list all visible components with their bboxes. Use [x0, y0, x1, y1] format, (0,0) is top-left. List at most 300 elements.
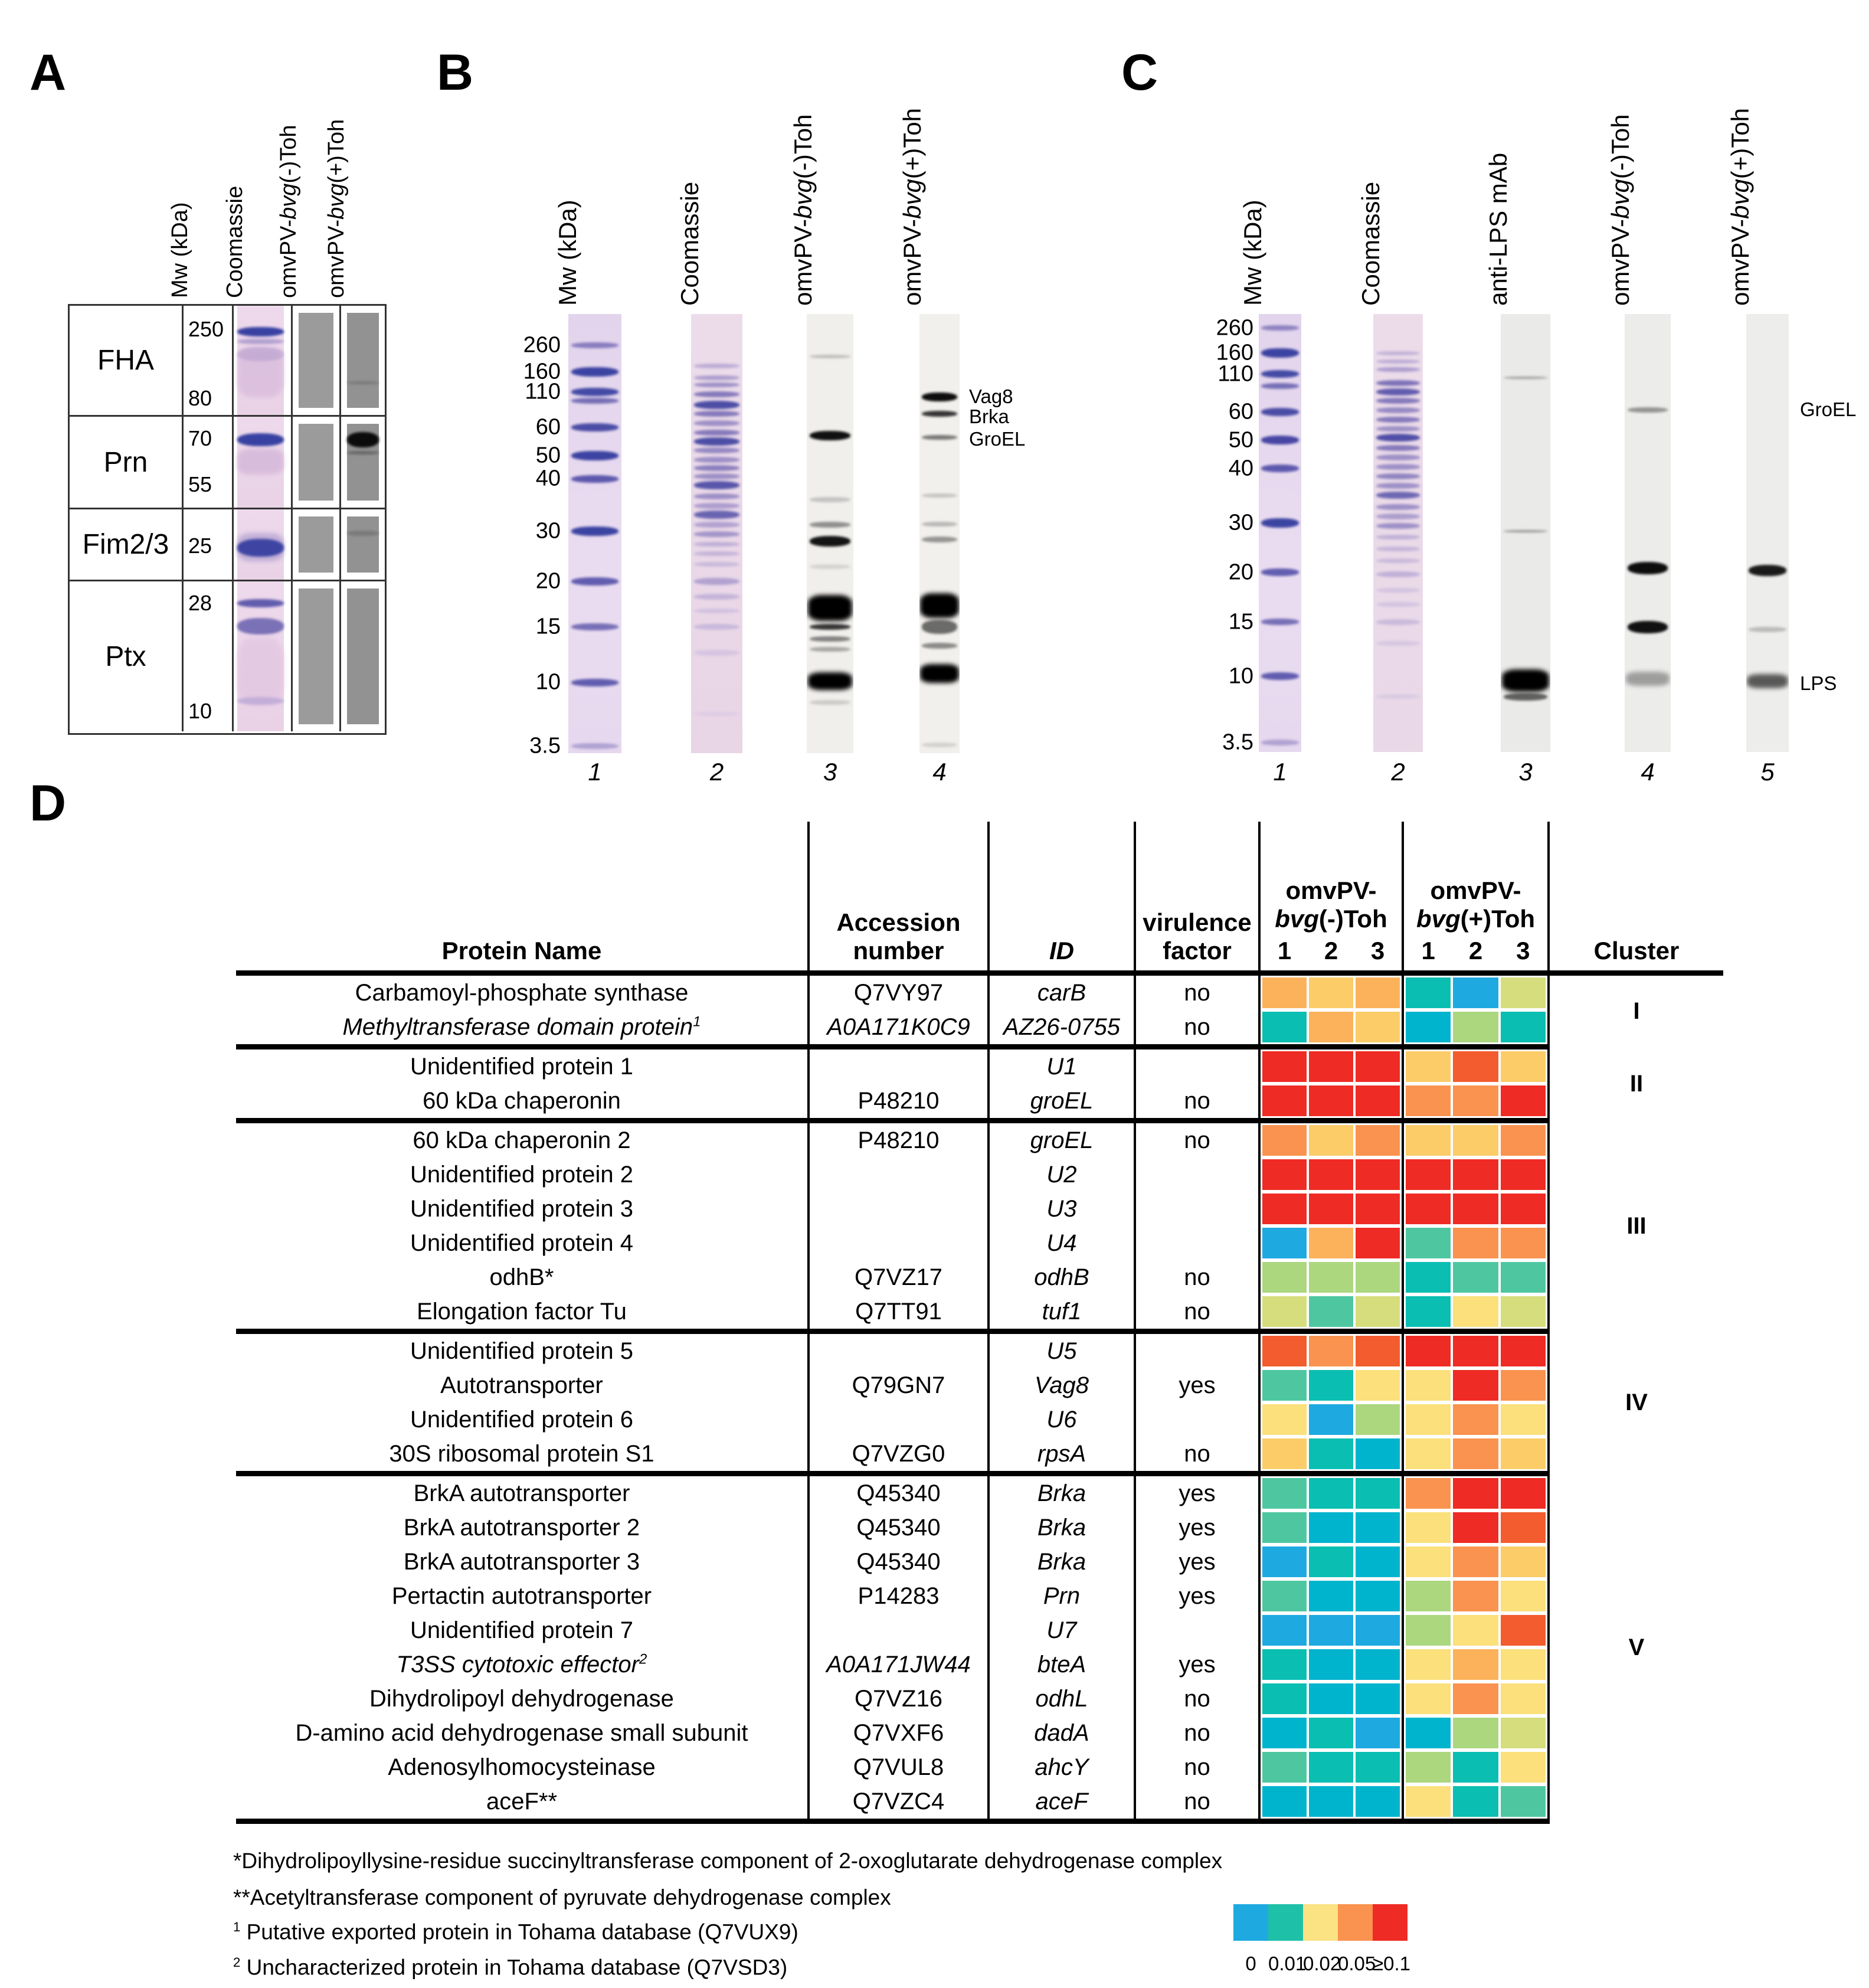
gel-band — [1502, 669, 1550, 692]
table-header-row — [236, 822, 1723, 973]
heatmap-cell — [1406, 1752, 1451, 1783]
heatmap-cell — [1309, 1012, 1353, 1042]
heatmap-group — [1403, 1294, 1549, 1332]
gel-band — [571, 451, 618, 460]
heatmap-cell — [1406, 1336, 1451, 1366]
heatmap-row — [1261, 1260, 1402, 1294]
heatmap-row — [1404, 1784, 1547, 1819]
heatmap-cell — [1309, 1752, 1353, 1783]
protein-name-cell: BrkA autotransporter — [413, 1480, 630, 1506]
virulence-cell: no — [1135, 1716, 1259, 1750]
gel-band — [1376, 523, 1420, 529]
gel-band — [1376, 445, 1420, 451]
gel-band — [571, 423, 618, 431]
heatmap-cell — [1356, 1228, 1400, 1258]
gel-band — [1376, 473, 1420, 479]
table-footnote — [233, 1849, 1222, 1873]
accession-cell: Q7VZ17 — [809, 1260, 988, 1294]
accession-cell: A0A171JW44 — [809, 1647, 988, 1682]
table-row — [236, 1750, 1723, 1784]
protein-name-cell: Unidentified protein 1 — [410, 1053, 634, 1080]
heatmap-group — [1259, 1120, 1403, 1158]
virulence-cell: yes — [1135, 1579, 1259, 1613]
heatmap-cell — [1501, 1718, 1546, 1748]
table-row — [236, 1473, 1723, 1510]
heatmap-cell — [1501, 1370, 1546, 1401]
accession-cell: Q7VUL8 — [809, 1750, 988, 1784]
band-annotation: Brka — [969, 406, 1009, 427]
gene-id-cell: odhB — [988, 1260, 1135, 1294]
heatmap-cell — [1406, 1581, 1451, 1611]
heatmap-group — [1259, 1613, 1403, 1647]
id-header: ID — [988, 822, 1135, 973]
legend-label: 0.02 — [1303, 1953, 1341, 1974]
gel-band — [1376, 388, 1420, 395]
protein-name-cell: Autotransporter — [440, 1372, 603, 1398]
mw-label: 50 — [535, 443, 561, 468]
lane-header — [222, 186, 247, 298]
heatmap-group — [1259, 1260, 1403, 1294]
heatmap-row — [1261, 1123, 1402, 1158]
heatmap-cell — [1501, 1159, 1546, 1190]
gel-band — [237, 449, 284, 475]
lane-header — [168, 202, 192, 298]
band-annotation: LPS — [1800, 672, 1837, 694]
panel-b-label: B — [437, 44, 474, 101]
heatmap-group — [1403, 1158, 1549, 1192]
antigen-row-label: Ptx — [105, 640, 146, 672]
heatmap-row — [1261, 1294, 1402, 1329]
blot-bvg-plus-cell — [339, 581, 385, 731]
lane-header — [1239, 200, 1266, 306]
accession-cell: Q7VY97 — [809, 973, 988, 1010]
mw-label: 260 — [1216, 315, 1253, 341]
heatmap-cell — [1453, 1262, 1498, 1293]
mw-label: 15 — [1228, 609, 1253, 635]
accession-cell: Q45340 — [809, 1510, 988, 1545]
heatmap-group — [1259, 1545, 1403, 1579]
accession-cell: Q79GN7 — [809, 1368, 988, 1402]
heatmap-group — [1259, 1579, 1403, 1613]
gel-lane-3 — [1501, 314, 1550, 752]
label-text: omvPV- — [1285, 876, 1377, 904]
gel-band — [810, 355, 851, 358]
heatmap-cell — [1262, 1336, 1307, 1366]
heatmap-cell — [1309, 1786, 1353, 1817]
lane-header — [790, 115, 817, 306]
blot-bvg-plus-strip — [347, 313, 379, 408]
heatmap-cell — [1356, 1581, 1400, 1611]
virulence-cell: no — [1135, 1437, 1259, 1474]
label-text — [1404, 877, 1547, 905]
heatmap-row — [1261, 1579, 1402, 1613]
gel-band — [571, 367, 618, 377]
protein-name-cell: D-amino acid dehydrogenase small subunit — [295, 1719, 748, 1746]
heatmap-cell — [1406, 1615, 1451, 1646]
heatmap-cell — [1356, 1051, 1400, 1082]
heatmap-cell — [1453, 1228, 1498, 1258]
lane-number: 5 — [1760, 758, 1775, 786]
antigen-row — [70, 306, 385, 415]
mw-label: 20 — [535, 568, 561, 594]
gene-id-cell: ahcY — [988, 1750, 1135, 1784]
table-row — [236, 973, 1723, 1010]
gel-band — [571, 527, 618, 536]
gel-band — [694, 420, 739, 426]
blot-bvg-minus-strip — [299, 313, 333, 408]
mw-label: 40 — [1228, 456, 1253, 481]
antigen-row — [70, 580, 385, 731]
table-row — [236, 1368, 1723, 1402]
gel-band — [1376, 351, 1420, 355]
heatmap-group — [1259, 1294, 1403, 1332]
heatmap-group — [1403, 1613, 1549, 1647]
heatmap-cell — [1406, 1159, 1451, 1190]
virulence-cell: no — [1135, 1784, 1259, 1822]
heatmap-row — [1261, 1437, 1402, 1471]
heatmap-group — [1403, 1437, 1549, 1474]
virulence-cell — [1135, 1192, 1259, 1226]
blot-bvg-minus-strip — [299, 424, 333, 501]
heatmap-cell — [1453, 977, 1498, 1008]
coomassie-cell — [232, 581, 291, 731]
gel-band — [694, 473, 739, 479]
heatmap-row — [1404, 1049, 1547, 1084]
gene-id-cell: aceF — [988, 1784, 1135, 1822]
gel-band — [1749, 627, 1786, 632]
heatmap-group — [1403, 1192, 1549, 1226]
gel-band — [922, 411, 957, 417]
heatmap-cell — [1262, 1546, 1307, 1577]
gel-lane-1 — [568, 314, 621, 753]
heatmap-cell — [1453, 1125, 1498, 1156]
gel-band — [1261, 383, 1298, 389]
mw-marker-cell — [182, 417, 232, 508]
gene-name-italic: bvg — [324, 183, 349, 220]
gel-lane-4 — [1625, 314, 1671, 752]
gel-band — [1376, 619, 1420, 625]
heatmap-group — [1403, 1226, 1549, 1260]
gel-band — [1749, 565, 1786, 576]
gel-band — [694, 578, 739, 585]
accession-cell: P14283 — [809, 1579, 988, 1613]
blot-bvg-plus-strip — [347, 516, 379, 573]
mw-marker: 70 — [188, 426, 212, 450]
footnote-marker: 1 — [233, 1920, 241, 1934]
gel-band — [694, 364, 739, 368]
heatmap-group — [1259, 1784, 1403, 1822]
protein-name-cell: aceF** — [236, 1784, 809, 1822]
gel-band — [808, 672, 853, 690]
heatmap-group — [1403, 1750, 1549, 1784]
protein-name-cell: Adenosylhomocysteinase — [388, 1754, 656, 1780]
heatmap-group — [1259, 1716, 1403, 1750]
heatmap-cell — [1453, 1051, 1498, 1082]
heatmap-cell — [1501, 1336, 1546, 1366]
footnote-text: Putative exported protein in Tohama database (Q7VUX9) — [240, 1920, 798, 1944]
gel-band — [694, 401, 739, 409]
heatmap-cell — [1501, 1085, 1546, 1116]
heatmap-row — [1261, 1682, 1402, 1716]
virulence-cell: no — [1135, 973, 1259, 1010]
gel-band — [237, 618, 284, 635]
lane-number: 3 — [1518, 758, 1533, 786]
heatmap-cell — [1356, 977, 1400, 1008]
gel-lane-2 — [691, 314, 742, 753]
gel-band — [694, 411, 739, 417]
legend-label: ≥0.1 — [1373, 1953, 1410, 1974]
heatmap-row — [1404, 1368, 1547, 1402]
heatmap-cell — [1406, 1438, 1451, 1469]
gene-id-cell: tuf1 — [988, 1294, 1135, 1332]
heatmap-cell — [1309, 1615, 1353, 1646]
heatmap-row — [1404, 1260, 1547, 1294]
gel-band — [1376, 359, 1420, 364]
gene-id-cell: Brka — [988, 1510, 1135, 1545]
accession-cell: Q7VZG0 — [809, 1437, 988, 1474]
accession-cell — [809, 1192, 988, 1226]
virulence-cell — [1135, 1402, 1259, 1437]
heatmap-cell — [1262, 1683, 1307, 1714]
protein-name-cell: BrkA autotransporter 2 — [403, 1514, 640, 1541]
footnote-marker: 2 — [233, 1955, 241, 1970]
heatmap-row — [1404, 1510, 1547, 1545]
gel-band — [694, 511, 739, 519]
gel-band — [1376, 641, 1420, 646]
table-row — [236, 1010, 1723, 1047]
heatmap-cell — [1309, 1194, 1353, 1224]
heatmap-cell — [1356, 1159, 1400, 1190]
heatmap-group — [1259, 1402, 1403, 1437]
gel-band — [694, 382, 739, 387]
protein-name-cell: Unidentified protein 2 — [410, 1161, 634, 1188]
mw-label: 110 — [525, 379, 561, 404]
label-text: omvPV- — [898, 218, 926, 306]
heatmap-cell — [1453, 1159, 1498, 1190]
protein-name-cell: Dihydrolipoyl dehydrogenase — [369, 1685, 674, 1712]
accession-cell: Q45340 — [809, 1473, 988, 1510]
gel-band — [1376, 504, 1420, 510]
heatmap-cell — [1309, 1051, 1353, 1082]
cluster-roman-numeral: IV — [1549, 1331, 1723, 1473]
mw-marker-cell — [182, 581, 232, 731]
table-row — [236, 1120, 1723, 1158]
virulence-cell: yes — [1135, 1647, 1259, 1682]
mw-label: 110 — [1217, 361, 1253, 387]
cluster-roman-numeral: II — [1549, 1047, 1723, 1120]
label-text: Coomassie — [222, 185, 247, 298]
gene-id-cell: rpsA — [988, 1437, 1135, 1474]
gel-band — [237, 539, 284, 557]
heatmap-cell — [1453, 1438, 1498, 1469]
heatmap-cell — [1453, 1649, 1498, 1680]
heatmap-row — [1404, 1716, 1547, 1750]
accession-cell — [809, 1226, 988, 1260]
heatmap-cell — [1501, 1752, 1546, 1783]
heatmap-cell — [1356, 1125, 1400, 1156]
heatmap-cell — [1501, 1649, 1546, 1680]
table-row — [236, 1331, 1723, 1368]
gene-id-cell: U1 — [988, 1047, 1135, 1084]
gel-band — [1261, 465, 1298, 472]
legend-color-swatch — [1373, 1904, 1408, 1941]
heatmap-cell — [1453, 1786, 1498, 1817]
gene-id-cell: bteA — [988, 1647, 1135, 1682]
heatmap-cell — [1356, 1512, 1400, 1543]
heatmap-cell — [1262, 1228, 1307, 1258]
label-text — [1404, 905, 1547, 933]
lane-header — [1607, 115, 1634, 306]
gel-band — [1747, 674, 1788, 688]
gel-band — [694, 447, 739, 453]
footnote-ref: 2 — [639, 1651, 647, 1667]
antigen-row — [70, 508, 385, 580]
gel-band — [922, 643, 957, 649]
heatmap-row — [1261, 1784, 1402, 1819]
virulence-cell: no — [1135, 1010, 1259, 1047]
lane-header — [1485, 153, 1512, 306]
heatmap-group — [1259, 1437, 1403, 1474]
gene-id-cell: Brka — [988, 1545, 1135, 1579]
gel-band — [1376, 535, 1420, 539]
protein-table — [236, 822, 1723, 1824]
lane-number: 4 — [932, 758, 947, 786]
heatmap-cell — [1501, 1194, 1546, 1224]
gene-id-cell: U4 — [988, 1226, 1135, 1260]
gel-band — [1376, 483, 1420, 489]
heatmap-group — [1403, 973, 1549, 1010]
omvpv-group-header — [1403, 822, 1549, 973]
heatmap-group — [1403, 1473, 1549, 1510]
label-text — [1261, 905, 1402, 933]
gel-band — [810, 647, 851, 652]
heatmap-group — [1259, 1750, 1403, 1784]
table-row — [236, 1545, 1723, 1579]
heatmap-row — [1261, 1049, 1402, 1084]
gel-band — [920, 664, 958, 683]
lane-number: 3 — [823, 758, 837, 786]
gene-id-cell: U6 — [988, 1402, 1135, 1437]
mw-label: 260 — [523, 332, 561, 358]
legend-label: 0.05 — [1338, 1953, 1376, 1974]
heatmap-cell — [1406, 1228, 1451, 1258]
coomassie-cell — [232, 509, 291, 580]
gel-band — [1376, 602, 1420, 607]
heatmap-cell — [1309, 1581, 1353, 1611]
heatmap-cell — [1356, 1786, 1400, 1817]
gel-band — [922, 522, 957, 527]
gel-band — [1504, 530, 1547, 532]
heatmap-cell — [1453, 1478, 1498, 1509]
mw-marker-cell — [182, 509, 232, 580]
heatmap-row — [1261, 1334, 1402, 1368]
table-row — [236, 1158, 1723, 1192]
gel-band — [922, 743, 957, 747]
label-text: Mw (kDa) — [168, 202, 192, 298]
heatmap-cell — [1501, 1438, 1546, 1469]
mw-label: 40 — [535, 466, 561, 491]
gel-band — [1261, 348, 1298, 358]
protein-name-cell: odhB* — [489, 1264, 554, 1290]
blot-bvg-minus-cell — [291, 509, 339, 580]
heatmap-cell — [1262, 1159, 1307, 1190]
heatmap-row — [1261, 1750, 1402, 1784]
mw-label: 30 — [535, 518, 561, 544]
gel-band — [1261, 568, 1298, 576]
table-row — [236, 1682, 1723, 1716]
footnote-text: *Dihydrolipoyllysine-residue succinyltransferase component of 2-oxoglutarate dehydrogenase complex — [233, 1849, 1223, 1873]
heatmap-cell — [1501, 1546, 1546, 1577]
gel-band — [810, 636, 851, 642]
gel-band — [694, 481, 739, 489]
heatmap-row — [1261, 1226, 1402, 1260]
label-text: omvPV- — [1606, 218, 1634, 306]
accession-cell — [809, 1613, 988, 1647]
protein-name-cell: Unidentified protein 3 — [410, 1195, 634, 1222]
gel-band — [1376, 571, 1420, 577]
gene-id-cell: Vag8 — [988, 1368, 1135, 1402]
heatmap-cell — [1356, 1718, 1400, 1748]
cluster-roman-numeral: V — [1549, 1473, 1723, 1821]
legend-color-swatch — [1233, 1904, 1268, 1941]
heatmap-cell — [1262, 1194, 1307, 1224]
virulence-cell: no — [1135, 1750, 1259, 1784]
gel-band — [347, 451, 379, 455]
heatmap-cell — [1406, 1546, 1451, 1577]
gel-band — [694, 522, 739, 528]
heatmap-group — [1403, 1331, 1549, 1368]
heatmap-cell — [1262, 1370, 1307, 1401]
table-row — [236, 1084, 1723, 1121]
replicate-number: 3 — [1516, 937, 1530, 965]
accession-cell: Q7VZ16 — [809, 1682, 988, 1716]
gel-band — [810, 497, 851, 502]
heatmap-group — [1403, 1120, 1549, 1158]
mw-label: 60 — [535, 414, 561, 440]
gel-band — [1376, 588, 1420, 593]
heatmap-cell — [1309, 1404, 1353, 1435]
label-text: number — [853, 937, 944, 965]
table-row — [236, 1437, 1723, 1474]
heatmap-row — [1404, 1010, 1547, 1044]
gel-band — [1261, 518, 1298, 528]
gene-name-italic: bvg — [1606, 179, 1634, 219]
heatmap-cell — [1453, 1615, 1498, 1646]
mw-label: 3.5 — [1222, 730, 1253, 755]
mw-label: 15 — [535, 614, 561, 639]
label-text: anti-LPS mAb — [1484, 152, 1512, 306]
heatmap-cell — [1309, 1296, 1353, 1327]
gel-band — [1261, 619, 1298, 625]
gel-band — [922, 493, 957, 498]
gel-band — [922, 435, 957, 440]
heatmap-group — [1403, 1084, 1549, 1121]
heatmap-cell — [1406, 1786, 1451, 1817]
heatmap-cell — [1501, 1581, 1546, 1611]
heatmap-row — [1404, 1192, 1547, 1226]
heatmap-cell — [1309, 1262, 1353, 1293]
gel-band — [810, 431, 851, 440]
heatmap-cell — [1453, 1370, 1498, 1401]
gel-band — [810, 624, 851, 630]
heatmap-group — [1259, 1473, 1403, 1510]
footnote-text: Uncharacterized protein in Tohama database (Q7VSD3) — [240, 1955, 788, 1980]
gel-band — [810, 564, 851, 569]
heatmap-cell — [1501, 1512, 1546, 1543]
heatmap-cell — [1453, 1683, 1498, 1714]
antigen-blot-grid — [68, 304, 387, 735]
protein-name-cell: 60 kDa chaperonin 2 — [413, 1127, 631, 1153]
